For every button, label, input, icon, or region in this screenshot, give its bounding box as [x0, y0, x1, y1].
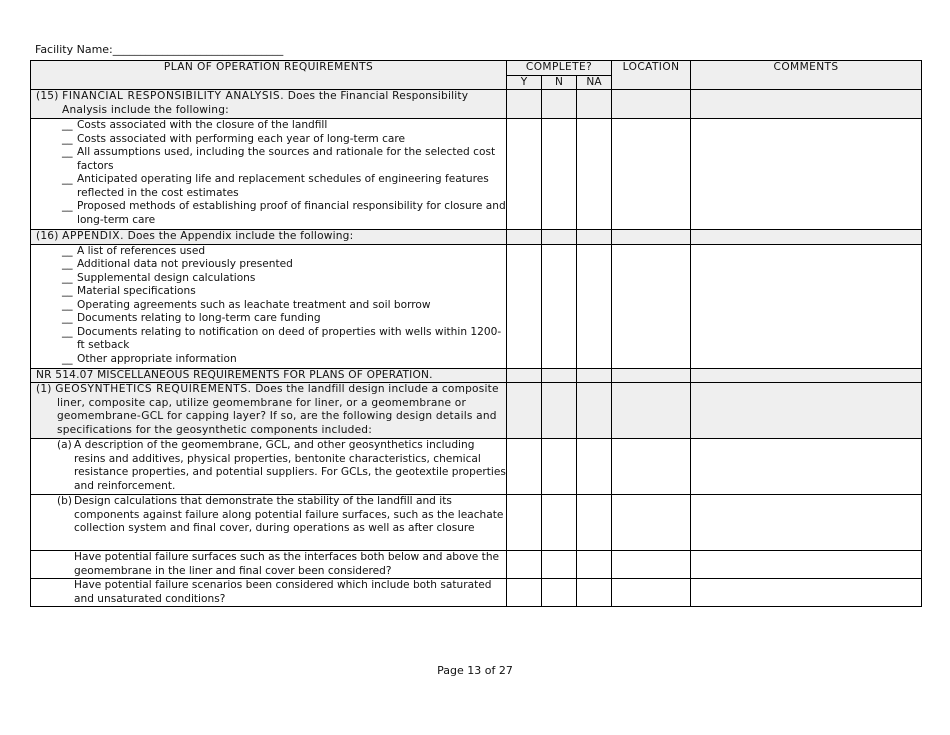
- comments-cell[interactable]: [691, 551, 922, 579]
- col-location-header: LOCATION: [612, 61, 691, 90]
- check-y[interactable]: [507, 383, 542, 439]
- section-15-heading: (15) FINANCIAL RESPONSIBILITY ANALYSIS. Does the Financial Responsibility Analysis include the following:: [31, 90, 507, 119]
- question-2-row: [31, 579, 922, 607]
- section-1-row: [31, 383, 922, 439]
- location-cell[interactable]: [612, 244, 691, 368]
- check-n[interactable]: [542, 90, 577, 119]
- section-15-items-row: [31, 119, 922, 230]
- location-cell[interactable]: [612, 368, 691, 383]
- comments-cell[interactable]: [691, 119, 922, 230]
- comments-cell[interactable]: [691, 244, 922, 368]
- location-cell[interactable]: [612, 439, 691, 495]
- check-n[interactable]: [542, 230, 577, 245]
- check-na[interactable]: [577, 495, 612, 551]
- list-item: __ Supplemental design calculations: [62, 271, 256, 284]
- location-cell[interactable]: [612, 579, 691, 607]
- comments-cell[interactable]: [691, 495, 922, 551]
- list-item: __ Proposed methods of establishing proof of financial responsibility for closure and long-term care: [62, 200, 506, 226]
- question-2-text: Have potential failure scenarios been considered which include both saturated and unsaturated conditions?: [31, 579, 507, 607]
- check-na[interactable]: [577, 119, 612, 230]
- col-na-header: NA: [577, 75, 612, 90]
- section-1-heading: (1) GEOSYNTHETICS REQUIREMENTS. Does the landfill design include a composite liner, composite cap, utilize geomembrane for liner, or a geomembrane or geomembrane-GCL for capping layer? If so, are the following design details and specifications for the geosynthetic components included:: [31, 383, 507, 439]
- page-number: Page 13 of 27: [437, 664, 513, 677]
- section-16-row: [31, 230, 922, 245]
- item-a-text: (a) A description of the geomembrane, GCL, and other geosynthetics including resins and additives, physical properties, bentonite characteristics, chemical resistance properties, and potential suppliers. For GCLs, the geotextile properties and reinforcement.: [31, 439, 507, 495]
- check-n[interactable]: [542, 579, 577, 607]
- list-item: __ A list of references used: [62, 244, 206, 257]
- check-n[interactable]: [542, 383, 577, 439]
- check-na[interactable]: [577, 383, 612, 439]
- comments-cell[interactable]: [691, 383, 922, 439]
- section-15-items: [31, 119, 507, 230]
- check-na[interactable]: [577, 90, 612, 119]
- check-y[interactable]: [507, 368, 542, 383]
- col-n-header: N: [542, 75, 577, 90]
- check-n[interactable]: [542, 119, 577, 230]
- check-y[interactable]: [507, 90, 542, 119]
- check-na[interactable]: [577, 579, 612, 607]
- question-1-text: Have potential failure surfaces such as the interfaces both below and above the geomembrane in the liner and final cover been considered?: [31, 551, 507, 579]
- list-item: __ Operating agreements such as leachate treatment and soil borrow: [62, 298, 431, 311]
- table-header-row: [31, 61, 922, 76]
- list-item: __ Documents relating to long-term care funding: [62, 312, 321, 324]
- section-16-items: [31, 244, 507, 368]
- item-a-row: [31, 439, 922, 495]
- col-comments-header: COMMENTS: [691, 61, 922, 90]
- check-n[interactable]: [542, 495, 577, 551]
- question-1-row: [31, 551, 922, 579]
- list-item: __ Anticipated operating life and replacement schedules of engineering features reflected in the cost estimates: [62, 173, 489, 199]
- list-item: __ All assumptions used, including the sources and rationale for the selected cost factors: [62, 146, 496, 172]
- check-na[interactable]: [577, 368, 612, 383]
- check-n[interactable]: [542, 551, 577, 579]
- comments-cell[interactable]: [691, 368, 922, 383]
- list-item: __ Documents relating to notification on deed of properties with wells within 1200-ft setback: [62, 325, 502, 351]
- list-item: __ Other appropriate information: [62, 352, 237, 365]
- check-y[interactable]: [507, 244, 542, 368]
- facility-name-line: [35, 43, 283, 56]
- location-cell[interactable]: [612, 119, 691, 230]
- check-y[interactable]: [507, 230, 542, 245]
- comments-cell[interactable]: [691, 90, 922, 119]
- item-b-row: [31, 495, 922, 551]
- facility-name-label: Facility Name:: [35, 43, 113, 56]
- check-y[interactable]: [507, 551, 542, 579]
- check-na[interactable]: [577, 230, 612, 245]
- check-y[interactable]: [507, 119, 542, 230]
- col-complete-header: COMPLETE?: [507, 61, 612, 76]
- check-na[interactable]: [577, 551, 612, 579]
- check-n[interactable]: [542, 368, 577, 383]
- check-na[interactable]: [577, 439, 612, 495]
- check-y[interactable]: [507, 439, 542, 495]
- comments-cell[interactable]: [691, 439, 922, 495]
- list-item: __ Material specifications: [62, 285, 196, 297]
- location-cell[interactable]: [612, 495, 691, 551]
- nr-514-07-row: [31, 368, 922, 383]
- section-15-row: [31, 90, 922, 119]
- col-requirements-header: PLAN OF OPERATION REQUIREMENTS: [31, 61, 507, 90]
- section-16-heading: (16) APPENDIX. Does the Appendix include the following:: [31, 230, 507, 245]
- check-na[interactable]: [577, 244, 612, 368]
- location-cell[interactable]: [612, 230, 691, 245]
- list-item: __ Costs associated with performing each year of long-term care: [62, 132, 406, 145]
- list-item: __ Additional data not previously presented: [62, 258, 293, 270]
- comments-cell[interactable]: [691, 230, 922, 245]
- location-cell[interactable]: [612, 90, 691, 119]
- location-cell[interactable]: [612, 551, 691, 579]
- comments-cell[interactable]: [691, 579, 922, 607]
- plan-of-operation-table: [30, 60, 922, 607]
- item-b-text: (b) Design calculations that demonstrate the stability of the landfill and its components against failure along potential failure surfaces, such as the leachate collection system and final cover, during operations as well as after closure: [31, 495, 507, 551]
- check-n[interactable]: [542, 244, 577, 368]
- check-y[interactable]: [507, 495, 542, 551]
- facility-name-blank[interactable]: _______________________________: [112, 43, 284, 56]
- location-cell[interactable]: [612, 383, 691, 439]
- check-y[interactable]: [507, 579, 542, 607]
- list-item: __ Costs associated with the closure of the landfill: [62, 119, 328, 131]
- check-n[interactable]: [542, 439, 577, 495]
- nr-514-07-heading: NR 514.07 MISCELLANEOUS REQUIREMENTS FOR PLANS OF OPERATION.: [31, 368, 507, 383]
- section-16-items-row: [31, 244, 922, 368]
- col-y-header: Y: [507, 75, 542, 90]
